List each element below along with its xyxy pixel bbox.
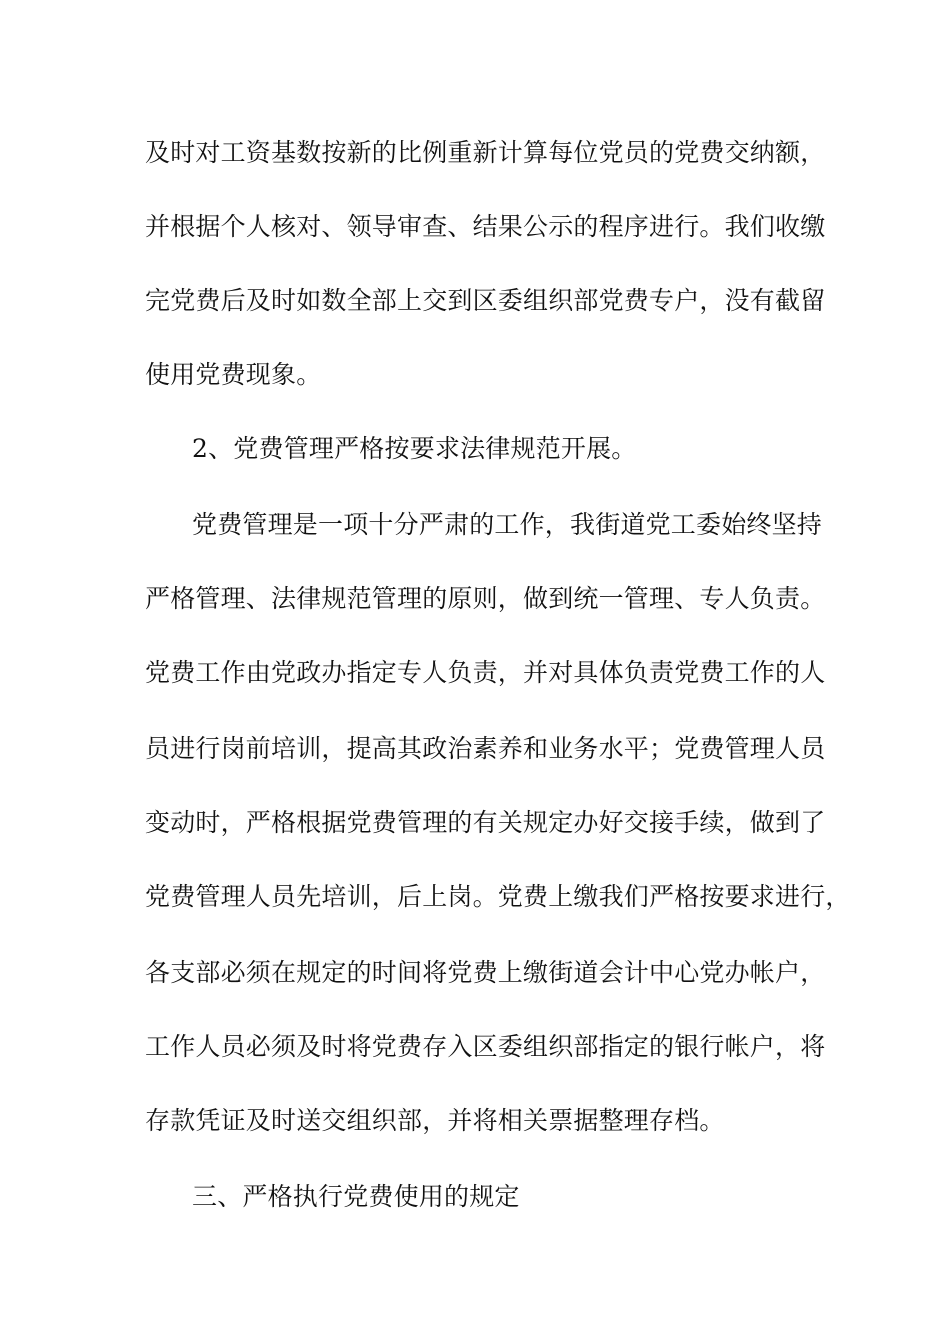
text-line-8: 党费工作由党政办指定专人负责，并对具体负责党费工作的人 xyxy=(145,658,826,687)
text-line-2: 并根据个人核对、领导审查、结果公示的程序进行。我们收缴 xyxy=(145,212,826,241)
text-line-9: 员进行岗前培训，提高其政治素养和业务水平；党费管理人员 xyxy=(145,734,826,763)
text-line-10: 变动时，严格根据党费管理的有关规定办好交接手续，做到了 xyxy=(145,808,826,837)
text-line-4: 使用党费现象。 xyxy=(145,360,322,389)
text-line-7: 严格管理、法律规范管理的原则，做到统一管理、专人负责。 xyxy=(145,584,826,613)
text-line-3: 完党费后及时如数全部上交到区委组织部党费专户，没有截留 xyxy=(145,286,826,315)
text-line-1: 及时对工资基数按新的比例重新计算每位党员的党费交纳额， xyxy=(145,138,826,167)
text-line-6: 党费管理是一项十分严肃的工作，我街道党工委始终坚持 xyxy=(192,510,823,539)
text-line-12: 各支部必须在规定的时间将党费上缴街道会计中心党办帐户， xyxy=(145,958,826,987)
section-heading-2: 2、党费管理严格按要求法律规范开展。 xyxy=(192,434,637,463)
text-line-13: 工作人员必须及时将党费存入区委组织部指定的银行帐户，将 xyxy=(145,1032,826,1061)
text-line-11: 党费管理人员先培训，后上岗。党费上缴我们严格按要求进行， xyxy=(145,882,851,911)
section-heading-3: 三、严格执行党费使用的规定 xyxy=(192,1182,520,1211)
text-line-14: 存款凭证及时送交组织部，并将相关票据整理存档。 xyxy=(145,1106,725,1135)
